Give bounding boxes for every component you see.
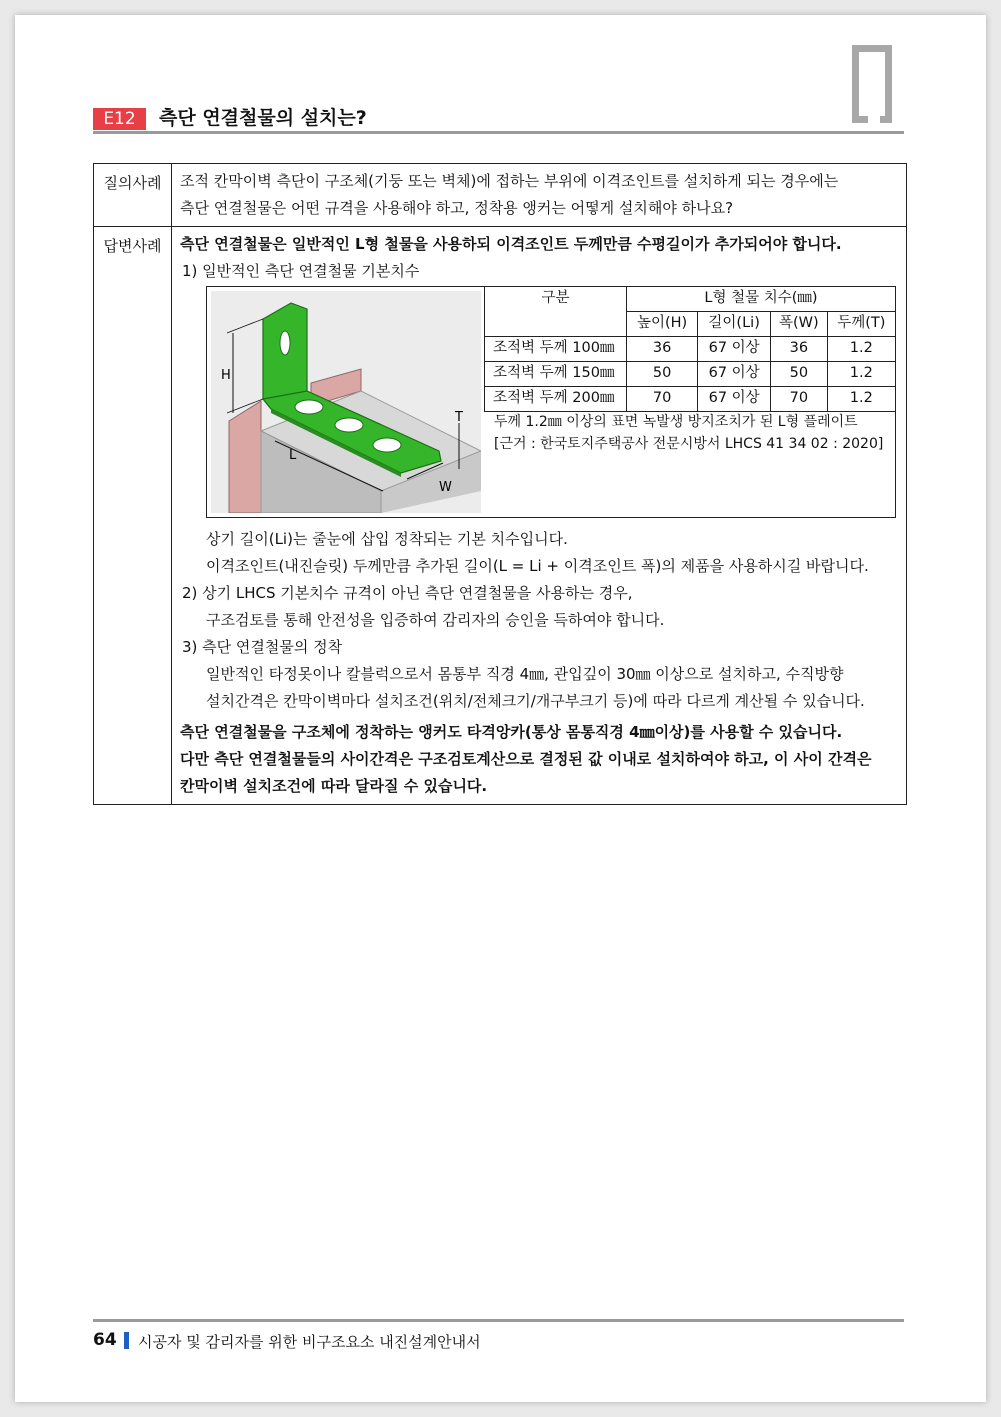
closing-text: 다만 측단 연결철물들의 사이간격은 구조검토계산으로 결정된 값 이내로 설치하여야 하고, 이 사이 간격은 xyxy=(180,750,872,768)
section-title: 측단 연결철물의 설치는? xyxy=(159,107,367,129)
answer-row xyxy=(94,227,907,805)
item-1-paragraph: 상기 길이(Li)는 줄눈에 삽입 정착되는 기본 치수입니다. xyxy=(206,530,568,548)
table-cell: 67 이상 xyxy=(698,387,771,412)
question-line: 조적 칸막이벽 측단이 구조체(기둥 또는 벽체)에 접하는 부위에 이격조인트를 설치하게 되는 경우에는 xyxy=(180,172,839,190)
figure-notes xyxy=(494,411,883,455)
item-3-paragraph: 일반적인 타정못이나 칼블럭으로서 몸통부 직경 4㎜, 관입깊이 30㎜ 이상으로 설치하고, 수직방향 xyxy=(206,665,844,683)
dimension-label-l: L xyxy=(289,448,297,463)
dimension-table-main-header: L형 철물 치수(㎜) xyxy=(627,287,896,312)
answer-body xyxy=(172,227,907,805)
table-cell: 1.2 xyxy=(827,362,895,387)
section-code-badge: E12 xyxy=(93,108,146,130)
item-2-title: 2) 상기 LHCS 기본치수 규격이 아닌 측단 연결철물을 사용하는 경우, xyxy=(182,584,633,602)
table-cell: 1.2 xyxy=(827,387,895,412)
table-cell: 1.2 xyxy=(827,337,895,362)
row-label: 조적벽 두께 200㎜ xyxy=(485,387,627,412)
dimension-label-h: H xyxy=(221,368,231,383)
table-row xyxy=(485,362,896,387)
table-cell: 36 xyxy=(627,337,698,362)
item-2-paragraph: 구조검토를 통해 안전성을 입증하여 감리자의 승인을 득하여야 합니다. xyxy=(206,611,665,629)
question-body xyxy=(172,164,907,227)
dimension-figure-box xyxy=(206,286,896,518)
qa-table xyxy=(93,163,907,805)
dimension-label-w: W xyxy=(439,480,452,495)
dimension-table-group-header: 구분 xyxy=(485,287,627,337)
row-label: 조적벽 두께 100㎜ xyxy=(485,337,627,362)
question-line: 측단 연결철물은 어떤 규격을 사용해야 하고, 정착용 앵커는 어떻게 설치해야 하나요? xyxy=(180,199,734,217)
answer-summary: 측단 연결철물은 일반적인 L형 철물을 사용하되 이격조인트 두께만큼 수평길이가 추가되어야 합니다. xyxy=(180,235,842,253)
column-header: 높이(H) xyxy=(627,312,698,337)
table-cell: 67 이상 xyxy=(698,337,771,362)
dimension-label-t: T xyxy=(455,410,463,425)
table-cell: 36 xyxy=(771,337,828,362)
table-row xyxy=(485,387,896,412)
table-cell: 70 xyxy=(771,387,828,412)
column-header: 폭(W) xyxy=(771,312,828,337)
row-label: 조적벽 두께 150㎜ xyxy=(485,362,627,387)
table-cell: 50 xyxy=(627,362,698,387)
figure-note-source: [근거 : 한국토지주택공사 전문시방서 LHCS 41 34 02 : 2020] xyxy=(494,436,884,452)
item-3-title: 3) 측단 연결철물의 정착 xyxy=(182,638,343,656)
l-bracket-illustration xyxy=(211,291,481,513)
table-cell: 70 xyxy=(627,387,698,412)
column-header: 길이(Li) xyxy=(698,312,771,337)
table-cell: 50 xyxy=(771,362,828,387)
item-3-paragraph: 설치간격은 칸막이벽마다 설치조건(위치/전체크기/개구부크기 등)에 따라 다르게 계산될 수 있습니다. xyxy=(206,692,865,710)
closing-text: 측단 연결철물을 구조체에 정착하는 앵커도 타격앙카(통상 몸통직경 4㎜이상)를 사용할 수 있습니다. xyxy=(180,723,843,741)
answer-label: 답변사례 xyxy=(94,227,172,805)
footer-divider xyxy=(93,1319,904,1322)
item-1-paragraph: 이격조인트(내진슬릿) 두께만큼 추가된 길이(L = Li + 이격조인트 폭)의 제품을 사용하시길 바랍니다. xyxy=(206,557,869,575)
question-label: 질의사례 xyxy=(94,164,172,227)
title-divider xyxy=(93,131,904,134)
column-header: 두께(T) xyxy=(827,312,895,337)
closing-text: 칸막이벽 설치조건에 따라 달라질 수 있습니다. xyxy=(180,777,488,795)
page-number: 64 xyxy=(93,1330,117,1350)
figure-note: 두께 1.2㎜ 이상의 표면 녹발생 방지조치가 된 L형 플레이트 xyxy=(494,414,858,430)
footer-book-title: 시공자 및 감리자를 위한 비구조요소 내진설계안내서 xyxy=(138,1333,481,1351)
section-header xyxy=(93,105,903,132)
table-row xyxy=(485,337,896,362)
item-1-title: 1) 일반적인 측단 연결철물 기본치수 xyxy=(182,262,420,280)
dimension-table xyxy=(484,286,896,412)
footer-accent-bar xyxy=(124,1332,129,1349)
question-row xyxy=(94,164,907,227)
table-cell: 67 이상 xyxy=(698,362,771,387)
